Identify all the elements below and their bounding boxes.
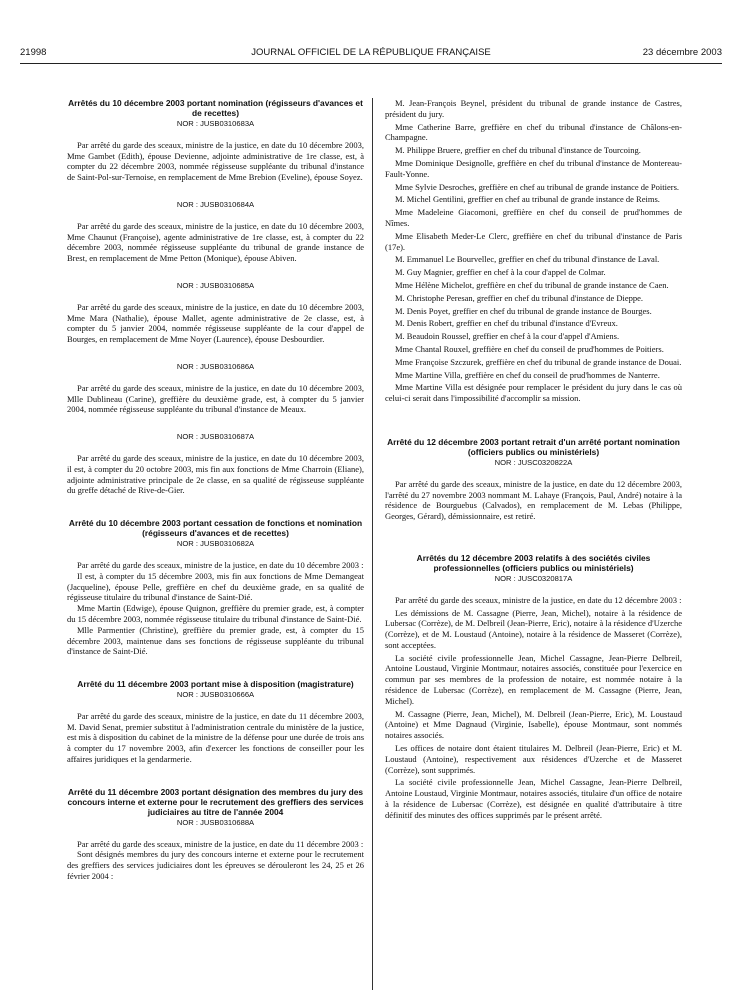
paragraph: Les offices de notaire dont étaient titulaires M. Delbreil (Jean-Pierre, Eric) et M. Loustaud (Antoine), respectivement aux résidences d'Uzerche et de Masseret (Corrèze), sont supprimés. bbox=[385, 743, 682, 775]
section-title: Arrêtés du 12 décembre 2003 relatifs à des sociétés civiles professionnelles (officiers publics ou ministériels) bbox=[416, 552, 651, 573]
jury-member: M. Michel Gentilini, greffier en chef au tribunal de grande instance de Reims. bbox=[395, 194, 660, 205]
paragraph: Par arrêté du garde des sceaux, ministre de la justice, en date du 10 décembre 2003, Mlle Dublineau (Carine), greffière du deuxième grade, est, à compter du 5 janvier 2004, nommée régisseuse suppléante du tribunal d'instance de Meaux. bbox=[67, 382, 364, 415]
jury-member: M. Guy Magnier, greffier en chef à la cour d'appel de Colmar. bbox=[395, 267, 606, 278]
section-title: Arrêté du 11 décembre 2003 portant mise à disposition (magistrature) bbox=[77, 679, 354, 690]
left-column bbox=[67, 98, 364, 882]
nor-reference: NOR : JUSB0310682A bbox=[176, 539, 255, 549]
paragraph: Par arrêté du garde des sceaux, ministre de la justice, en date du 12 décembre 2003 : bbox=[395, 594, 682, 605]
paragraph: Il est, à compter du 15 décembre 2003, mis fin aux fonctions de Mme Demangeat (Jacqueline), épouse Pelle, greffière en chef du deuxième grade, en sa qualité de régisseuse titulaire du tribunal d'instance de Saint-Dié. bbox=[67, 570, 364, 603]
jury-member: M. Jean-François Beynel, président du tribunal de grande instance de Castres, président du jury. bbox=[385, 98, 682, 119]
section-title: Arrêtés du 10 décembre 2003 portant nomination (régisseurs d'avances et de recettes) bbox=[68, 98, 363, 118]
paragraph: Par arrêté du garde des sceaux, ministre de la justice, en date du 10 décembre 2003, il est, à compter du 20 octobre 2003, mis fin aux fonctions de Mme Charroin (Eliane), adjointe administrative principale de 2e classe, en sa qualité de régisseuse suppléante du greffe détaché de Rive-de-Gier. bbox=[67, 452, 364, 496]
paragraph: Par arrêté du garde des sceaux, ministre de la justice, en date du 10 décembre 2003, Mme Chaunut (Françoise), agente administrative de 1re classe, est, à compter du 22 décembre 2003, nommée régisseuse suppléante du tribunal de grande instance de Brest, en remplacement de Mme Petton (Monique), épouse Abiven. bbox=[67, 220, 364, 264]
jury-member: Mme Catherine Barre, greffière en chef du tribunal d'instance de Châlons-en-Champagne. bbox=[385, 121, 682, 143]
nor-reference: NOR : JUSB0310684A bbox=[176, 199, 255, 209]
jury-member: M. Emmanuel Le Bourvellec, greffier en chef du tribunal d'instance de Laval. bbox=[395, 254, 660, 265]
right-column bbox=[385, 98, 682, 823]
paragraph: La société civile professionnelle Jean, Michel Cassagne, Jean-Pierre Delbreil, Antoine Loustaud, Virginie Montmaur, notaires associés, titulaire d'un office de notaire à la résidence de Lubersac (Corrèze), est désignée en qualité d'attributaire à titre définitif des minutes des offices supprimés par le présent arrêté. bbox=[385, 777, 682, 820]
section-title: Arrêté du 12 décembre 2003 portant retrait d'un arrêté portant nomination (officiers publics ou ministériels) bbox=[387, 436, 680, 457]
paragraph: Par arrêté du garde des sceaux, ministre de la justice, en date du 11 décembre 2003 : bbox=[77, 838, 364, 849]
paragraph: Mlle Parmentier (Christine), greffière du premier grade, est, à compter du 15 décembre 2003, maintenue dans ses fonctions de régisseuse suppléante du tribunal d'instance de Saint-Dié. bbox=[67, 624, 364, 657]
jury-member: Mme Sylvie Desroches, greffière en chef au tribunal de grande instance de Poitiers. bbox=[395, 181, 680, 192]
paragraph: Les démissions de M. Cassagne (Pierre, Jean, Michel), notaire à la résidence de Lubersac (Corrèze), de M. Delbreil (Jean-Pierre, Eric), notaire à la résidence d'Uzerche (Corrèze), et de M. Loustaud (Antoine), notaire à la résidence de Masseret (Corrèze), sont acceptées. bbox=[385, 607, 682, 650]
paragraph: Par arrêté du garde des sceaux, ministre de la justice, en date du 10 décembre 2003, Mme Gambet (Edith), épouse Devienne, adjointe administrative de 1re classe, est, à compter du 22 décembre 2003, nommée régisseuse suppléante du tribunal d'instance de Saint-Pol-sur-Ternoise, en remplacement de Mme Brebion (Eveline), épouse Soyez. bbox=[67, 139, 364, 183]
jury-member: Mme Chantal Rouxel, greffière en chef du conseil de prud'hommes de Poitiers. bbox=[395, 343, 664, 354]
paragraph: Sont désignés membres du jury des concours interne et externe pour le recrutement des greffiers des services judiciaires dont les épreuves se dérouleront les 24, 25 et 26 février 2004 : bbox=[67, 849, 364, 882]
nor-reference: NOR : JUSB0310666A bbox=[176, 690, 255, 700]
jury-member: M. Denis Poyet, greffier en chef du tribunal de grande instance de Bourges. bbox=[395, 305, 652, 316]
nor-reference: NOR : JUSB0310686A bbox=[176, 361, 255, 371]
jury-note: Mme Martine Villa est désignée pour remplacer le président du jury dans le cas où celui-ci serait dans l'impossibilité d'accomplir sa mission. bbox=[385, 382, 682, 404]
jury-member: M. Philippe Bruere, greffier en chef du tribunal d'instance de Tourcoing. bbox=[395, 145, 641, 156]
jury-member: Mme Martine Villa, greffière en chef du conseil de prud'hommes de Nanterre. bbox=[395, 369, 660, 380]
paragraph: Par arrêté du garde des sceaux, ministre de la justice, en date du 10 décembre 2003, Mme Mara (Nathalie), épouse Mallet, agente administrative de 2e classe, est, à compter du 5 janvier 2004, nommée régisseuse suppléante de la cour d'appel de Bourges, en remplacement de Mme Noyer (Laurence), épouse Desbourdier. bbox=[67, 301, 364, 345]
header-rule bbox=[20, 63, 722, 64]
nor-reference: NOR : JUSB0310687A bbox=[176, 432, 255, 442]
paragraph: La société civile professionnelle Jean, Michel Cassagne, Jean-Pierre Delbreil, Antoine Loustaud, Virginie Montmaur, notaires associés, constituée pour l'exercice en commun par ses membres de la profession de notaire, est nommée notaire à la résidence de Lubersac (Corrèze), en remplacement de M. Cassagne (Pierre, Jean, Michel). bbox=[385, 652, 682, 706]
nor-reference: NOR : JUSB0310688A bbox=[176, 817, 255, 827]
paragraph: Par arrêté du garde des sceaux, ministre de la justice, en date du 10 décembre 2003 : bbox=[77, 559, 364, 570]
column-divider bbox=[372, 98, 373, 990]
paragraph: Par arrêté du garde des sceaux, ministre de la justice, en date du 11 décembre 2003, M. David Senat, premier substitut à l'administration centrale du ministère de la justice, est mis à disposition du cabinet de la ministre de la défense pour une durée de trois ans à compter du 17 novembre 2003, afin d'exercer les fonctions de conseiller pour les affaires juridiques et la gendarmerie. bbox=[67, 710, 364, 765]
jury-member: M. Christophe Peresan, greffier en chef du tribunal d'instance de Dieppe. bbox=[395, 292, 644, 303]
paragraph: Par arrêté du garde des sceaux, ministre de la justice, en date du 12 décembre 2003, l'arrêté du 27 novembre 2003 nommant M. Lahaye (François, Paul, André) notaire à la résidence de Bourguebus (Calvados), en remplacement de M. Lebas (Philippe, Georges, Gérard), démissionnaire, est retiré. bbox=[385, 478, 682, 522]
paragraph: M. Cassagne (Pierre, Jean, Michel), M. Delbreil (Jean-Pierre, Eric), M. Loustaud (Antoine) et Mme Dagnaud (Virginie, Isabelle), épouse Montmaur, sont nommés notaires associés. bbox=[385, 708, 682, 741]
jury-member: Mme Madeleine Giacomoni, greffière en chef du conseil de prud'hommes de Nîmes. bbox=[385, 207, 682, 228]
journal-title: JOURNAL OFFICIEL DE LA RÉPUBLIQUE FRANÇAISE bbox=[251, 47, 491, 58]
section-title: Arrêté du 11 décembre 2003 portant désignation des membres du jury des concours interne et externe pour le recrutement des greffiers des services judiciaires au titre de l'année 2004 bbox=[67, 786, 364, 817]
page-header bbox=[20, 47, 722, 61]
jury-member: Mme Elisabeth Meder-Le Clerc, greffière en chef du tribunal d'instance de Paris (17e). bbox=[385, 230, 682, 252]
nor-reference: NOR : JUSC0320822A bbox=[494, 457, 573, 467]
nor-reference: NOR : JUSB0310685A bbox=[176, 280, 255, 290]
section-title: Arrêté du 10 décembre 2003 portant cessation de fonctions et nomination (régisseurs d'avances et de recettes) bbox=[68, 518, 363, 539]
nor-reference: NOR : JUSC0320817A bbox=[494, 573, 573, 583]
nor-reference: NOR : JUSB0310683A bbox=[176, 119, 255, 128]
jury-list bbox=[385, 98, 682, 404]
issue-date: 23 décembre 2003 bbox=[642, 47, 722, 58]
jury-member: Mme Françoise Szczurek, greffière en chef du tribunal de grande instance de Douai. bbox=[395, 356, 682, 367]
paragraph: Mme Martin (Edwige), épouse Quignon, greffière du premier grade, est, à compter du 15 décembre 2003, nommée régisseuse titulaire du tribunal d'instance de Saint-Dié. bbox=[67, 603, 364, 624]
jury-member: M. Denis Robert, greffier en chef du tribunal d'instance d'Evreux. bbox=[395, 318, 618, 329]
jury-member: Mme Hélène Michelot, greffière en chef du tribunal de grande instance de Caen. bbox=[395, 279, 669, 290]
page-number: 21998 bbox=[20, 47, 47, 58]
jury-member: Mme Dominique Designolle, greffière en chef du tribunal d'instance de Montereau-Fault-Yonne. bbox=[385, 157, 682, 179]
jury-member: M. Beaudoin Roussel, greffier en chef à la cour d'appel d'Amiens. bbox=[395, 331, 620, 342]
